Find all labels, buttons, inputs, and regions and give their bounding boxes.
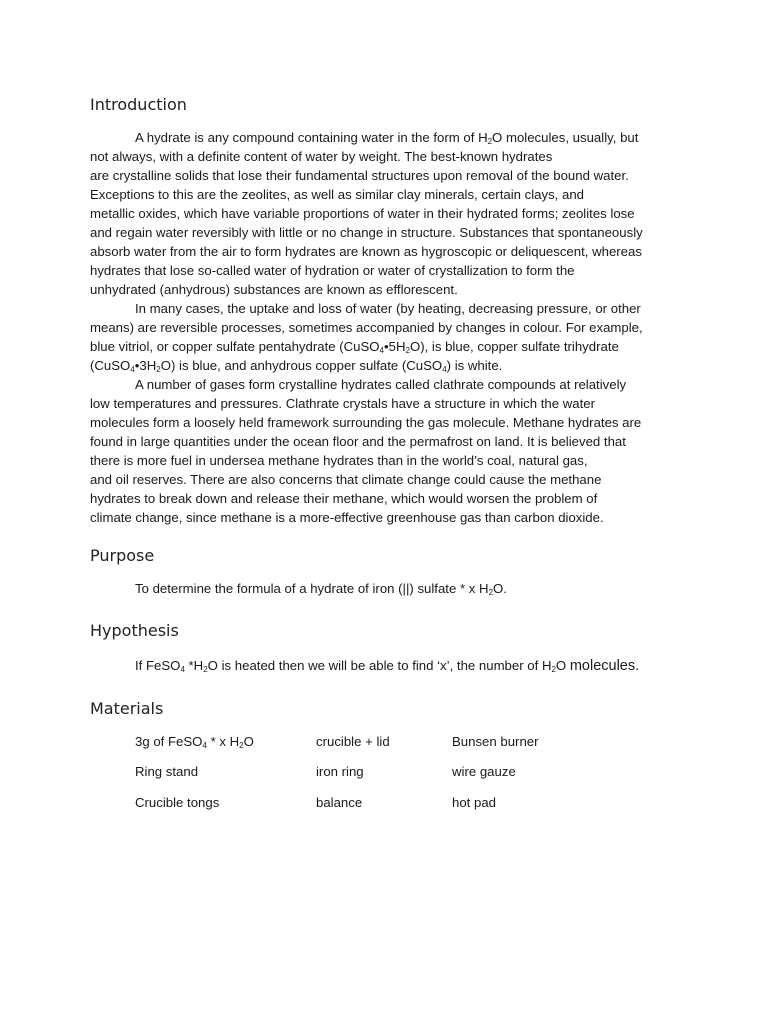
material-item: iron ring xyxy=(316,764,364,779)
paragraph-line: absorb water from the air to form hydrates are known as hygroscopic or deliquescent, whereas xyxy=(90,244,642,259)
hypothesis-heading: Hypothesis xyxy=(90,621,179,640)
paragraph-line: found in large quantities under the ocean floor and the permafrost on land. It is believed that xyxy=(90,434,626,449)
material-item: crucible + lid xyxy=(316,734,390,749)
paragraph-line: To determine the formula of a hydrate of iron (||) sulfate * x $H_2O$. xyxy=(135,581,507,597)
introduction-paragraph-1 xyxy=(90,128,680,299)
paragraph-line: hydrates that lose so-called water of hydration or water of crystallization to form the xyxy=(90,263,575,278)
paragraph-line: molecules form a loosely held framework surrounding the gas molecule. Methane hydrates are xyxy=(90,415,642,430)
paragraph-line: low temperatures and pressures. Clathrate crystals have a structure in which the water xyxy=(90,396,596,411)
paragraph-line: not always, with a definite content of water by weight. The best-known hydrates xyxy=(90,149,553,164)
material-item: Bunsen burner xyxy=(452,734,539,749)
purpose-text xyxy=(90,579,680,598)
hypothesis-text xyxy=(90,656,680,675)
paragraph-line: In many cases, the uptake and loss of water (by heating, decreasing pressure, or other xyxy=(135,301,641,316)
material-item: balance xyxy=(316,795,363,810)
paragraph-line: are crystalline solids that lose their fundamental structures upon removal of the bound water. xyxy=(90,168,629,183)
introduction-paragraph-3 xyxy=(90,375,680,527)
paragraph-line: there is more fuel in undersea methane hydrates than in the world’s coal, natural gas, xyxy=(90,453,588,468)
paragraph-line: $(CuSO_4•3H_2O)$ is blue, and anhydrous copper sulfate (CuSO$_4$) is white. xyxy=(90,358,503,374)
paragraph-line: unhydrated (anhydrous) substances are known as efflorescent. xyxy=(90,282,458,297)
material-item: 3g of FeSO$_4$ * x $H_2O$ xyxy=(135,734,254,750)
paragraph-line: and oil reserves. There are also concerns that climate change could cause the methane xyxy=(90,472,602,487)
purpose-heading: Purpose xyxy=(90,546,155,565)
paragraph-line: climate change, since methane is a more-effective greenhouse gas than carbon dioxide. xyxy=(90,510,604,525)
paragraph-line: means) are reversible processes, sometimes accompanied by changes in colour. For example, xyxy=(90,320,643,335)
paragraph-line: and regain water reversibly with little or no change in structure. Substances that spontaneously xyxy=(90,225,643,240)
material-item: Crucible tongs xyxy=(135,795,220,810)
paragraph-line: If FeSO$_4$ $*H_2O$ is heated then we will be able to find ‘x’, the number of $H_2O$ molecules. xyxy=(135,658,640,674)
paragraph-line: hydrates to break down and release their methane, which would worsen the problem of xyxy=(90,491,598,506)
paragraph-line: A hydrate is any compound containing water in the form of $H_2O$ molecules, usually, but xyxy=(135,130,639,146)
material-item: Ring stand xyxy=(135,764,199,779)
materials-heading: Materials xyxy=(90,699,164,718)
introduction-heading: Introduction xyxy=(90,95,187,114)
material-item: wire gauze xyxy=(452,764,516,779)
material-item: hot pad xyxy=(452,795,496,810)
paragraph-line: Exceptions to this are the zeolites, as well as similar clay minerals, certain clays, and xyxy=(90,187,585,202)
paragraph-line: A number of gases form crystalline hydrates called clathrate compounds at relatively xyxy=(135,377,627,392)
introduction-paragraph-2 xyxy=(90,299,680,375)
paragraph-line: blue vitriol, or copper sulfate pentahydrate $(CuSO_4•5H_2O)$, is blue, copper sulfate trihydrate xyxy=(90,339,619,355)
paragraph-line: metallic oxides, which have variable proportions of water in their hydrated forms; zeolites lose xyxy=(90,206,635,221)
